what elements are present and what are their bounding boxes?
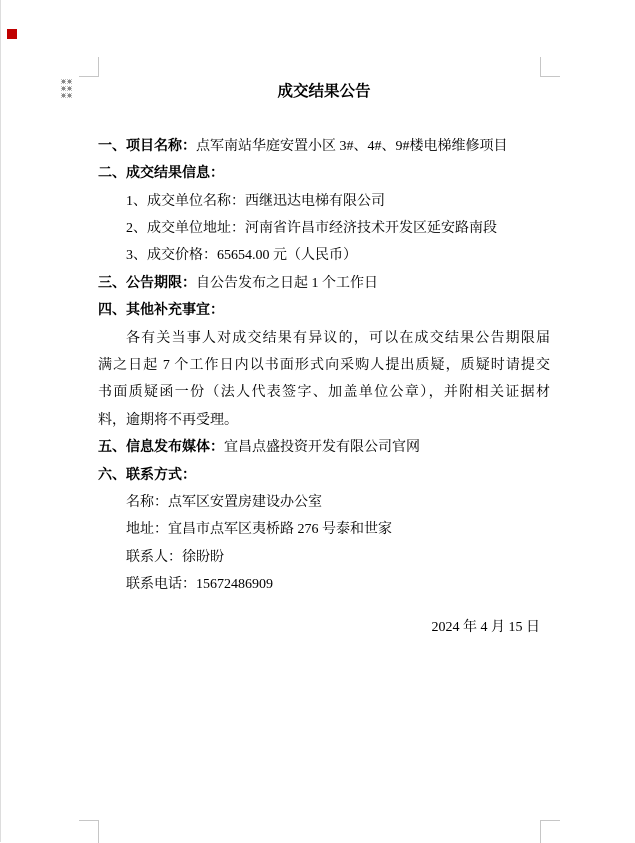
section-label: 二、成交结果信息： [98,166,224,182]
section-publish-media [98,434,550,461]
sub-item-winner-name: 1、成交单位名称：西继迅达电梯有限公司 [126,193,385,209]
section-label: 六、联系方式： [98,467,196,483]
handle-dot [68,80,71,83]
handle-dot [62,80,65,83]
handle-dot [68,87,71,90]
margin-mark-bottom-left [79,820,99,843]
document-date: 2024 年 4 月 15 日 [431,619,540,635]
section-label: 五、信息发布媒体： [98,440,224,456]
document-title: 成交结果公告 [277,83,371,100]
blank-line [98,599,550,614]
section-project-name [98,133,550,160]
section-label: 一、项目名称： [98,138,196,154]
section-result-info [98,160,550,187]
handle-dot [62,94,65,97]
section-label: 三、公告期限： [98,275,196,291]
section-label: 四、其他补充事宜： [98,303,224,319]
margin-mark-top-left [79,57,99,77]
paragraph-line: 满之日起 7 个工作日内以书面形式向采购人提出质疑，质疑时请提交 [98,358,550,374]
paragraph-line: 书面质疑函一份（法人代表签字、加盖单位公章），并附相关证据材 [98,385,550,401]
margin-mark-top-right [540,57,560,77]
section-text: 宜昌点盛投资开发有限公司官网 [224,440,420,456]
handle-dot [62,87,65,90]
section-other-matters [98,297,550,324]
margin-mark-bottom-right [540,820,560,843]
section-text: 点军南站华庭安置小区 3#、4#、9#楼电梯维修项目 [196,138,508,154]
contact-person: 联系人：徐盼盼 [126,549,224,565]
red-marker [7,29,17,39]
handle-dot [68,94,71,97]
contact-address: 地址：宜昌市点军区夷桥路 276 号泰和世家 [126,522,392,538]
paragraph-line: 各有关当事人对成交结果有异议的，可以在成交结果公告期限届 [126,330,550,346]
section-contact [98,462,550,489]
paragraph-line: 料，逾期将不再受理。 [98,412,238,428]
drag-handle-icon[interactable] [62,80,71,97]
sub-item-price: 3、成交价格：65654.00 元（人民币） [126,248,357,264]
sub-item-winner-address: 2、成交单位地址：河南省许昌市经济技术开发区延安路南段 [126,221,497,237]
section-text: 自公告发布之日起 1 个工作日 [196,275,378,291]
blank-line [98,105,550,132]
document-body [98,78,550,641]
section-notice-period [98,270,550,297]
contact-phone: 联系电话：15672486909 [126,577,273,593]
contact-name: 名称：点军区安置房建设办公室 [126,495,322,511]
